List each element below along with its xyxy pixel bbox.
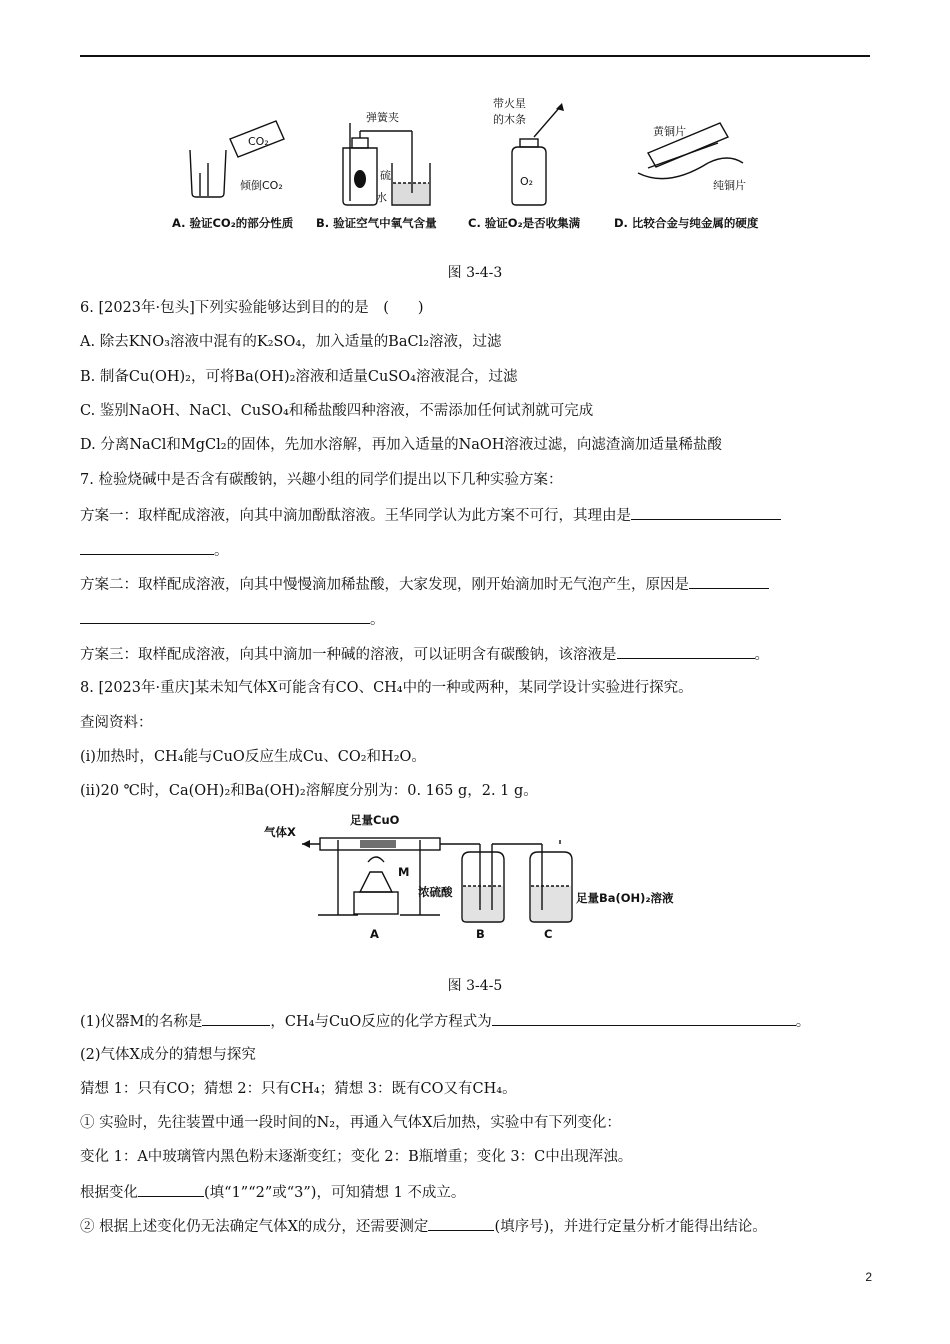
q6-option-a: A. 除去KNO₃溶液中混有的K₂SO₄，加入适量的BaCl₂溶液，过滤 <box>80 334 502 350</box>
answer-blank[interactable] <box>80 540 214 555</box>
answer-blank[interactable] <box>631 505 781 520</box>
q8-ref1: (ⅰ)加热时，CH₄能与CuO反应生成Cu、CO₂和H₂O。 <box>80 749 426 765</box>
q8-part1 <box>80 1011 810 1032</box>
label-copper: 纯铜片 <box>713 179 746 192</box>
label-spring-clip: 弹簧夹 <box>366 111 399 124</box>
q8-part1-a: (1)仪器M的名称是 <box>80 1014 203 1030</box>
q7-plan1 <box>80 505 781 526</box>
q6-option-b: B. 制备Cu(OH)₂，可将Ba(OH)₂溶液和适量CuSO₄溶液混合，过滤 <box>80 369 518 385</box>
q6-option-c: C. 鉴别NaOH、NaCl、CuSO₄和稀盐酸四种溶液，不需添加任何试剂就可完成 <box>80 403 594 419</box>
label-glowing-2: 的木条 <box>493 113 526 126</box>
q8-stem: 8. [2023年·重庆]某未知气体X可能含有CO、CH₄中的一种或两种，某同学设计实验进行探究。 <box>80 680 693 696</box>
label-m: M <box>398 865 410 879</box>
option-b: B. 验证空气中氧气含量 <box>316 216 437 230</box>
period: 。 <box>370 612 385 628</box>
option-d: D. 比较合金与纯金属的硬度 <box>614 216 759 230</box>
q8-judge-a: 根据变化 <box>80 1185 138 1201</box>
period: 。 <box>795 1014 811 1030</box>
q7-plan3-text: 方案三：取样配成溶液，向其中滴加一种碱的溶液，可以证明含有碳酸钠，该溶液是 <box>80 647 617 663</box>
q8-step1: ① 实验时，先往装置中通一段时间的N₂，再通入气体X后加热，实验中有下列变化： <box>80 1115 621 1131</box>
answer-blank[interactable] <box>428 1216 494 1231</box>
label-cuo: 足量CuO <box>350 813 400 827</box>
q8-step2-a: ② 根据上述变化仍无法确定气体X的成分，还需要测定 <box>80 1219 429 1235</box>
label-pour: 倾倒CO₂ <box>240 179 283 192</box>
label-a: A <box>370 927 379 941</box>
answer-blank[interactable] <box>689 574 769 589</box>
q7-plan1-cont <box>80 540 229 561</box>
q8-guess: 猜想 1：只有CO；猜想 2：只有CH₄；猜想 3：既有CO又有CH₄。 <box>80 1081 517 1097</box>
figure-caption-2: 图 3-4-5 <box>447 978 503 994</box>
answer-blank[interactable] <box>617 644 755 659</box>
option-a: A. 验证CO₂的部分性质 <box>172 216 294 230</box>
period: 。 <box>214 543 229 559</box>
label-c: C <box>544 927 553 941</box>
figure-3-4-3 <box>168 93 788 243</box>
q8-changes: 变化 1：A中玻璃管内黑色粉末逐渐变红；变化 2：B瓶增重；变化 3：C中出现浑浊。 <box>80 1149 633 1165</box>
figure-caption-1: 图 3-4-3 <box>447 265 503 281</box>
q8-step2 <box>80 1216 767 1237</box>
answer-blank[interactable] <box>80 609 370 624</box>
label-gas-x: 气体X <box>264 825 296 839</box>
label-b: B <box>476 927 485 941</box>
label-baoh: 足量Ba(OH)₂溶液 <box>576 891 674 905</box>
answer-blank[interactable] <box>492 1011 796 1026</box>
period: 。 <box>754 647 769 663</box>
label-co2: CO₂ <box>248 135 269 148</box>
answer-blank[interactable] <box>138 1182 204 1197</box>
q7-plan2-cont <box>80 609 385 630</box>
q7-plan3 <box>80 644 769 665</box>
q8-step2-b: (填序号)，并进行定量分析才能得出结论。 <box>494 1219 767 1235</box>
q8-part2: (2)气体X成分的猜想与探究 <box>80 1047 256 1063</box>
q8-judge-b: (填“1”“2”或“3”)，可知猜想 1 不成立。 <box>204 1185 466 1201</box>
label-sulfur: 硫 <box>380 169 391 182</box>
figure-3-4-5 <box>262 810 692 945</box>
q8-judge <box>80 1182 465 1203</box>
q7-plan2 <box>80 574 769 595</box>
q7-plan1-text: 方案一：取样配成溶液，向其中滴加酚酞溶液。王华同学认为此方案不可行，其理由是 <box>80 508 631 524</box>
label-brass: 黄铜片 <box>653 125 686 138</box>
q7-plan2-text: 方案二：取样配成溶液，向其中慢慢滴加稀盐酸，大家发现，刚开始滴加时无气泡产生，原因是 <box>80 577 689 593</box>
q6-stem: 6. [2023年·包头]下列实验能够达到目的的是 ( ) <box>80 300 424 316</box>
header-rule <box>80 55 870 57</box>
label-water: 水 <box>376 191 387 204</box>
q8-part1-b: ，CH₄与CuO反应的化学方程式为 <box>270 1014 492 1030</box>
q7-stem: 7. 检验烧碱中是否含有碳酸钠，兴趣小组的同学们提出以下几种实验方案： <box>80 472 563 488</box>
answer-blank[interactable] <box>202 1011 270 1026</box>
q8-ref: 查阅资料： <box>80 715 153 731</box>
burner-m <box>360 872 392 892</box>
q6-option-d: D. 分离NaCl和MgCl₂的固体，先加水溶解，再加入适量的NaOH溶液过滤，向滤渣滴加适量稀盐酸 <box>80 437 722 453</box>
label-o2: O₂ <box>520 175 534 188</box>
label-h2so4: 浓硫酸 <box>418 885 453 899</box>
page-number: 2 <box>865 1270 872 1284</box>
label-glowing-1: 带火星 <box>493 97 526 110</box>
option-c: C. 验证O₂是否收集满 <box>468 216 581 230</box>
q8-ref2: (ⅱ)20 ℃时，Ca(OH)₂和Ba(OH)₂溶解度分别为：0. 165 g，2. 1 g。 <box>80 783 538 799</box>
